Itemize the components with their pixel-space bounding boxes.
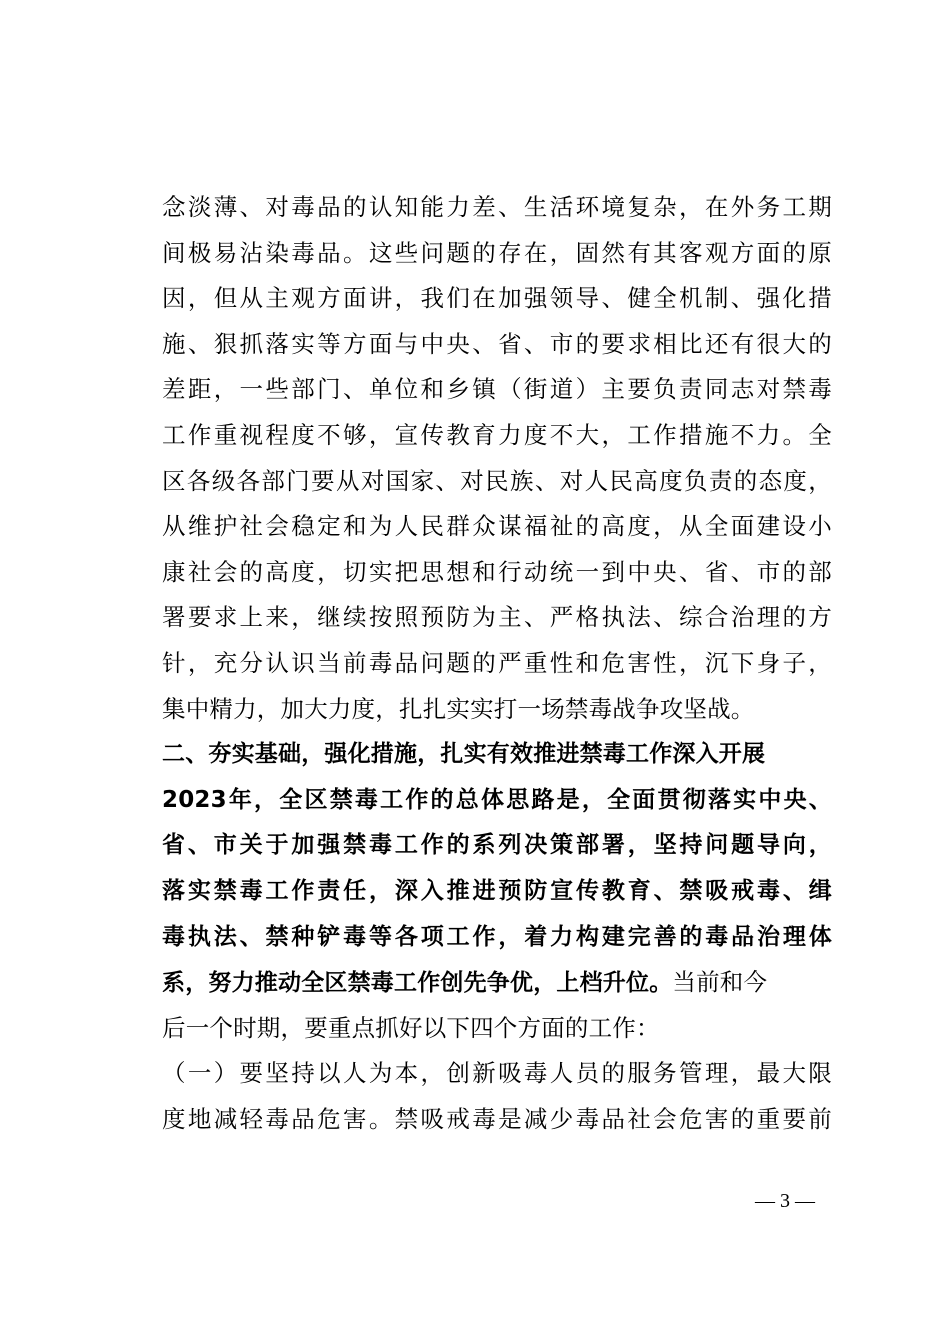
bold-text-line: 落实禁毒工作责任，深入推进预防宣传教育、禁吸戒毒、缉	[162, 877, 832, 904]
text-line: 间极易沾染毒品。这些问题的存在，固然有其客观方面的原	[162, 238, 832, 267]
text-line: 后一个时期，要重点抓好以下四个方面的工作：	[162, 1013, 660, 1042]
text-line: 念淡薄、对毒品的认知能力差、生活环境复杂，在外务工期	[162, 193, 832, 221]
text-segment: 当前和今	[672, 968, 768, 997]
text-line: 工作重视程度不够，宣传教育力度不大，工作措施不力。全	[162, 420, 832, 449]
text-line: 度地减轻毒品危害。禁吸戒毒是减少毒品社会危害的重要前	[162, 1104, 832, 1133]
page-number: — 3 —	[755, 1190, 815, 1212]
bold-text-line: 毒执法、禁种铲毒等各项工作，着力构建完善的毒品治理体	[162, 923, 832, 950]
text-line: 康社会的高度，切实把思想和行动统一到中央、省、市的部	[162, 557, 832, 586]
bold-text-segment: 系，努力推动全区禁毒工作创先争优，上档升位。	[162, 970, 673, 997]
bold-text-line: 2023年，全区禁毒工作的总体思路是，全面贯彻落实中央、	[162, 786, 832, 813]
text-line: 署要求上来，继续按照预防为主、严格执法、综合治理的方	[162, 603, 832, 632]
mixed-text-line	[162, 960, 832, 1006]
text-line: 针，充分认识当前毒品问题的严重性和危害性，沉下身子，	[162, 648, 832, 677]
text-line: 集中精力，加大力度，扎扎实实打一场禁毒战争攻坚战。	[162, 694, 755, 723]
subsection-line: （一）要坚持以人为本，创新吸毒人员的服务管理，最大限	[162, 1059, 832, 1088]
section-heading: 二、夯实基础，强化措施，扎实有效推进禁毒工作深入开展	[162, 741, 766, 768]
text-line: 因，但从主观方面讲，我们在加强领导、健全机制、强化措	[162, 284, 832, 313]
bold-text-line: 省、市关于加强禁毒工作的系列决策部署，坚持问题导向，	[162, 832, 832, 859]
body-text	[162, 185, 832, 1142]
text-line: 从维护社会稳定和为人民群众谋福祉的高度，从全面建设小	[162, 512, 832, 541]
text-line: 区各级各部门要从对国家、对民族、对人民高度负责的态度，	[162, 466, 832, 495]
text-line: 施、狠抓落实等方面与中央、省、市的要求相比还有很大的	[162, 329, 832, 358]
text-line: 差距，一些部门、单位和乡镇（街道）主要负责同志对禁毒	[162, 375, 832, 404]
